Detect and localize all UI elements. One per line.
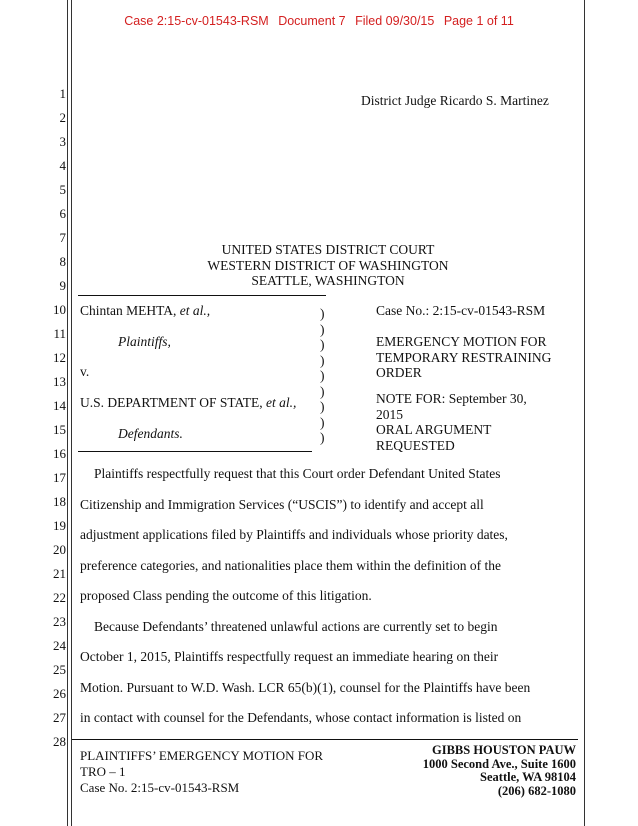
line-number: 22: [53, 590, 66, 605]
body-line: Plaintiffs respectfully request that this Court order Defendant United States: [94, 466, 501, 481]
judge-name: District Judge Ricardo S. Martinez: [361, 93, 549, 108]
caption-paren: ): [320, 337, 325, 352]
line-number: 10: [53, 302, 66, 317]
body-line: proposed Class pending the outcome of this litigation.: [80, 588, 372, 603]
footer-pleading-title: [80, 748, 323, 796]
noting-line: REQUESTED: [376, 437, 455, 453]
line-number: 16: [53, 446, 66, 461]
line-number: 20: [53, 542, 66, 557]
motion-title-line: EMERGENCY MOTION FOR: [376, 334, 547, 349]
line-number: 2: [59, 110, 66, 125]
line-number: 6: [59, 206, 66, 221]
line-number: 5: [59, 182, 66, 197]
line-number: 12: [53, 350, 66, 365]
caption-paren: ): [320, 430, 325, 445]
firm-name: GIBBS HOUSTON PAUW: [431, 743, 576, 757]
line-number: 7: [59, 230, 66, 245]
footer-rule: [72, 739, 578, 740]
line-number: 21: [53, 566, 66, 581]
ecf-filed-date: Filed 09/30/15: [355, 14, 435, 28]
ecf-document-number: Document 7: [278, 14, 346, 28]
plaintiff-name: [80, 303, 210, 319]
line-number: 23: [53, 614, 66, 629]
line-number: 1: [59, 86, 66, 101]
ecf-header: [0, 14, 638, 28]
body-line: in contact with counsel for the Defendants, whose contact information is listed on: [80, 710, 522, 725]
left-margin-rule-1: [67, 0, 68, 826]
line-number: 15: [53, 422, 66, 437]
line-number: 18: [53, 494, 66, 509]
line-number: 28: [53, 734, 66, 749]
line-number: 26: [53, 686, 66, 701]
body-line: October 1, 2015, Plaintiffs respectfully request an immediate hearing on their: [80, 649, 499, 664]
motion-title-line: ORDER: [376, 365, 422, 380]
noting-line: 2015: [376, 406, 403, 422]
caption-bottom-rule: [78, 451, 312, 452]
line-number: 27: [53, 710, 66, 725]
line-number: 4: [59, 158, 66, 173]
court-district: WESTERN DISTRICT OF WASHINGTON: [207, 257, 449, 273]
caption-paren: ): [320, 399, 325, 414]
defendant-name-text: U.S. DEPARTMENT OF STATE,: [80, 395, 263, 410]
body-line: Because Defendants’ threatened unlawful actions are currently set to begin: [94, 619, 498, 634]
caption-paren: ): [320, 321, 325, 337]
caption-top-rule: [78, 295, 326, 296]
footer-page-label: TRO – 1: [80, 764, 126, 779]
line-number: 3: [59, 134, 66, 149]
motion-title-line: TEMPORARY RESTRAINING: [376, 349, 552, 365]
ecf-page-count: Page 1 of 11: [443, 14, 514, 28]
body-line: preference categories, and nationalities place them within the definition of the: [80, 558, 501, 573]
caption-paren: ): [320, 383, 325, 399]
motion-title: [376, 334, 551, 381]
ecf-case-number: Case 2:15-cv-01543-RSM: [124, 14, 269, 28]
line-number: 14: [53, 398, 66, 413]
caption-paren: ): [320, 414, 325, 430]
footer-firm-block: [423, 744, 576, 798]
plaintiffs-label: Plaintiffs,: [118, 334, 171, 349]
court-location: SEATTLE, WASHINGTON: [251, 273, 405, 288]
noting-line: ORAL ARGUMENT: [376, 422, 492, 437]
court-name: UNITED STATES DISTRICT COURT: [221, 242, 435, 257]
plaintiff-name-text: Chintan MEHTA,: [80, 303, 177, 318]
noting-line: NOTE FOR: September 30,: [376, 391, 527, 406]
firm-address-line: 1000 Second Ave., Suite 1600: [422, 756, 576, 771]
case-number: Case No.: 2:15-cv-01543-RSM: [376, 303, 546, 318]
line-number: 19: [53, 518, 66, 533]
defendants-label: Defendants.: [118, 426, 183, 441]
left-margin-rule-2: [71, 0, 72, 826]
versus-label: v.: [80, 364, 90, 379]
plaintiff-et-al: et al.,: [179, 303, 211, 318]
caption-paren: ): [320, 368, 325, 383]
footer-case-number: Case No. 2:15-cv-01543-RSM: [80, 780, 240, 795]
defendant-et-al: et al.,: [266, 395, 297, 410]
line-number: 11: [53, 326, 66, 341]
noting-date: [376, 391, 527, 453]
firm-phone: (206) 682-1080: [497, 783, 576, 798]
caption-paren: ): [320, 352, 325, 368]
body-line: Motion. Pursuant to W.D. Wash. LCR 65(b)(1), counsel for the Plaintiffs have been: [80, 680, 531, 695]
court-heading: [78, 242, 578, 289]
defendant-name: [80, 395, 296, 411]
line-number: 25: [53, 662, 66, 677]
caption-paren: ): [320, 306, 325, 321]
caption-paren-column: [320, 306, 325, 446]
line-number: 13: [53, 374, 66, 389]
line-number: 24: [53, 638, 66, 653]
body-line: adjustment applications filed by Plaintiffs and individuals whose priority dates,: [80, 527, 508, 542]
line-number: 17: [53, 470, 66, 485]
footer-title-line: PLAINTIFFS’ EMERGENCY MOTION FOR: [80, 748, 324, 763]
firm-city-line: Seattle, WA 98104: [480, 770, 576, 784]
line-number: 8: [59, 254, 66, 269]
right-margin-rule: [584, 0, 585, 826]
body-line: Citizenship and Immigration Services (“USCIS”) to identify and accept all: [80, 497, 484, 512]
line-number: 9: [59, 278, 66, 293]
